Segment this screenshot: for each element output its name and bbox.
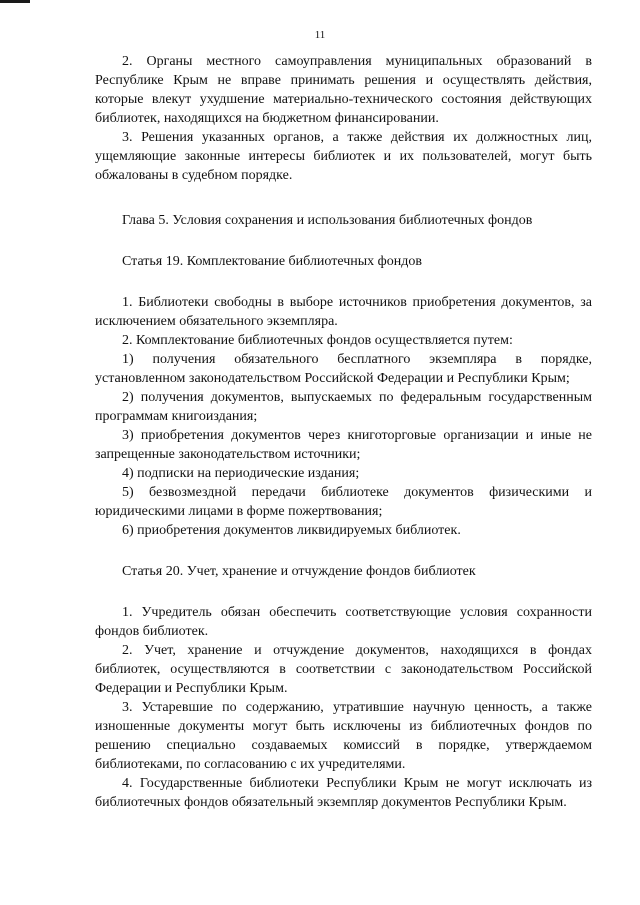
- article-20-heading: Статья 20. Учет, хранение и отчуждение фондов библиотек: [122, 564, 476, 579]
- list-item-6: 6) приобретения документов ликвидируемых библиотек.: [122, 523, 461, 538]
- list-item-3: 3) приобретения документов через книготорговые организации и иные не запрещенные законодательством источники;: [95, 428, 592, 462]
- page-number: 11: [314, 29, 326, 41]
- list-item-1: 1) получения обязательного бесплатного экземпляра в порядке, установленном законодательством Российской Федерации и Республики Крым;: [95, 352, 592, 386]
- article-19-heading: Статья 19. Комплектование библиотечных фондов: [122, 254, 422, 269]
- paragraph-art20-part1: 1. Учредитель обязан обеспечить соответствующие условия сохранности фондов библиотек.: [95, 605, 592, 639]
- paragraph-art18-part2: 2. Органы местного самоуправления муниципальных образований в Республике Крым не вправе принимать решения и осуществлять действия, которые влекут ухудшение материально-технического состояния действующих библиотек, находящихся на бюджетном финансировании.: [95, 54, 592, 126]
- scan-corner-mark: [0, 0, 30, 3]
- paragraph-art20-part3: 3. Устаревшие по содержанию, утратившие научную ценность, а также изношенные документы могут быть исключены из библиотечных фондов по решению специально создаваемых комиссий в порядке, утверждаемом библиотеками, по согласованию с их учредителями.: [95, 700, 592, 772]
- paragraph-art20-part4: 4. Государственные библиотеки Республики Крым не могут исключать из библиотечных фондов обязательный экземпляр документов Республики Крым.: [95, 776, 592, 810]
- chapter-5-heading: Глава 5. Условия сохранения и использования библиотечных фондов: [122, 213, 533, 228]
- paragraph-art19-part2: 2. Комплектование библиотечных фондов осуществляется путем:: [122, 333, 513, 348]
- list-item-4: 4) подписки на периодические издания;: [122, 466, 360, 481]
- list-item-5: 5) безвозмездной передачи библиотеке документов физическими и юридическими лицами в форме пожертвования;: [95, 485, 592, 519]
- paragraph-art19-part1: 1. Библиотеки свободны в выборе источников приобретения документов, за исключением обязательного экземпляра.: [95, 295, 592, 329]
- list-item-2: 2) получения документов, выпускаемых по федеральным государственным программам книгоиздания;: [95, 390, 592, 424]
- paragraph-art20-part2: 2. Учет, хранение и отчуждение документов, находящихся в фондах библиотек, осуществляются в соответствии с законодательством Российской Федерации и Республики Крым.: [95, 643, 592, 696]
- paragraph-art18-part3: 3. Решения указанных органов, а также действия их должностных лиц, ущемляющие законные интересы библиотек и их пользователей, могут быть обжалованы в судебном порядке.: [95, 130, 592, 183]
- document-body: [95, 52, 592, 812]
